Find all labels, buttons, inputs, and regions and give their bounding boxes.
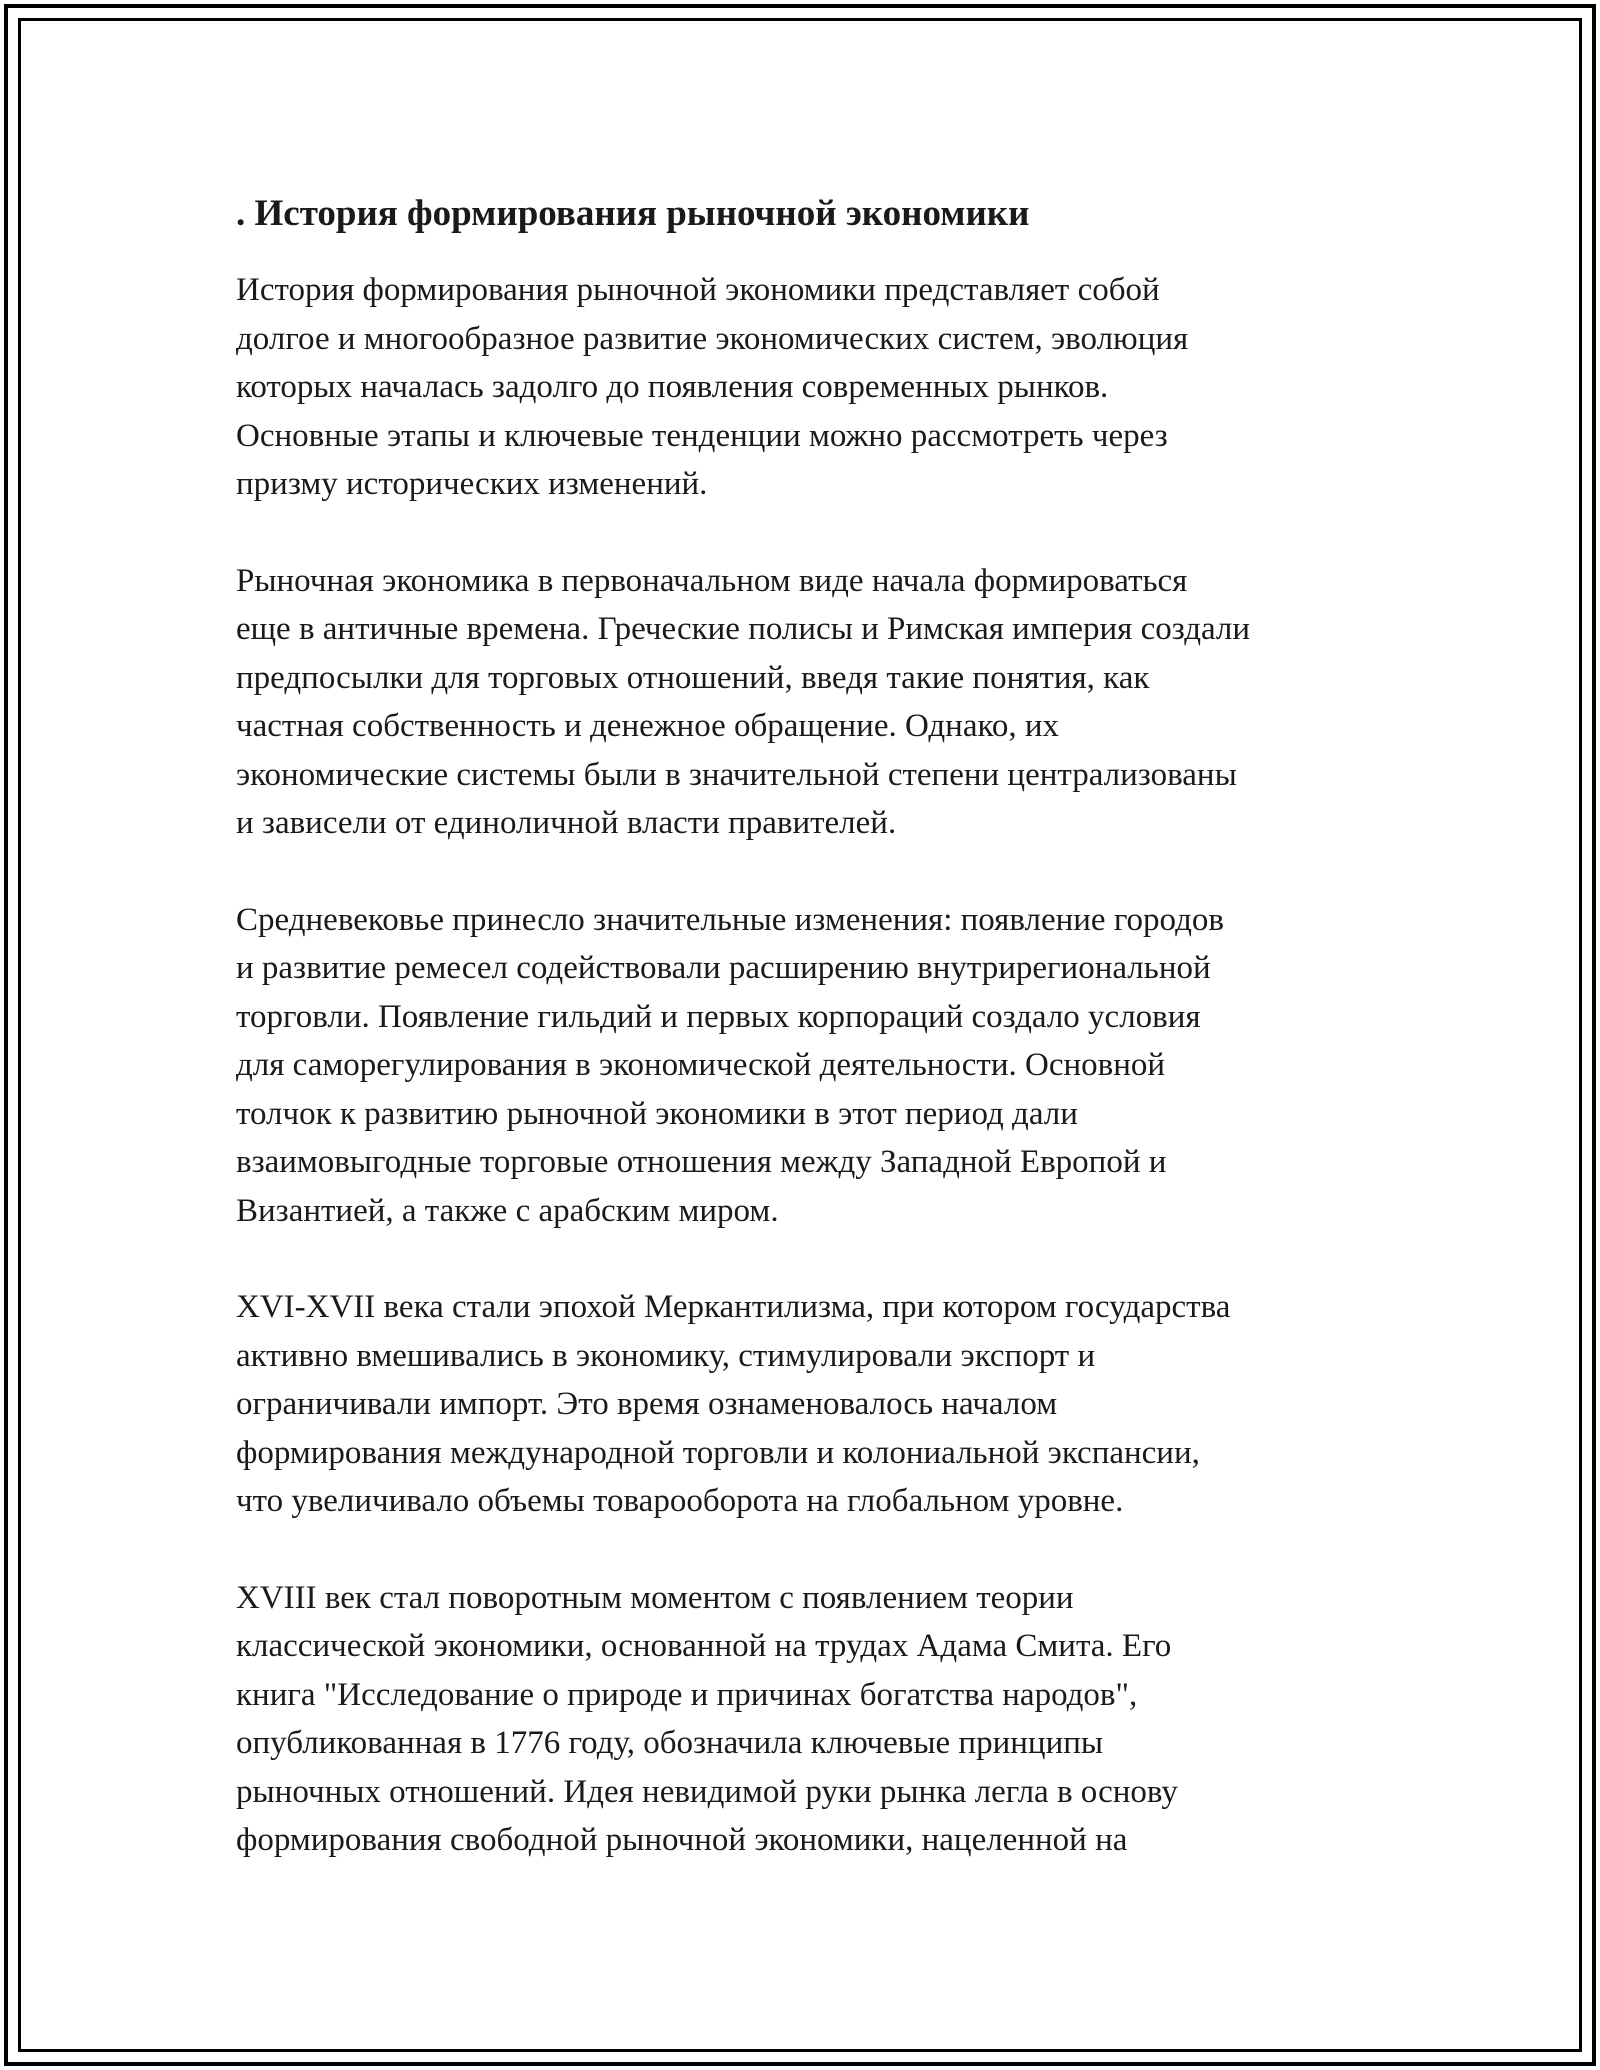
text-line: книга "Исследование о природе и причинах богатства народов", xyxy=(236,1676,1138,1713)
text-line: и зависели от единоличной власти правителей. xyxy=(236,805,897,841)
text-line: экономические системы были в значительной степени централизованы xyxy=(236,756,1237,793)
paragraph-classical-economics xyxy=(236,1574,1396,1865)
text-line: классической экономики, основанной на трудах Адама Смита. Его xyxy=(236,1628,1172,1664)
text-line: Рыночная экономика в первоначальном виде начала формироваться xyxy=(236,562,1188,599)
text-line: и развитие ремесел содействовали расширению внутрирегиональной xyxy=(236,950,1211,986)
text-line: опубликованная в 1776 году, обозначила ключевые принципы xyxy=(236,1725,1104,1761)
text-line: Основные этапы и ключевые тенденции можно рассмотреть через xyxy=(236,417,1168,454)
paragraph-mercantilism xyxy=(236,1283,1396,1526)
text-line: которых началась задолго до появления современных рынков. xyxy=(236,369,1109,405)
section-heading: . История формирования рыночной экономики xyxy=(236,193,1030,234)
paragraph-middle-ages xyxy=(236,896,1396,1236)
paragraph-antiquity xyxy=(236,557,1396,848)
text-line: формирования международной торговли и колониальной экспансии, xyxy=(236,1434,1200,1471)
text-line: для саморегулирования в экономической деятельности. Основной xyxy=(236,1047,1166,1083)
text-line: призму исторических изменений. xyxy=(236,466,708,502)
text-line: предпосылки для торговых отношений, введя такие понятия, как xyxy=(236,659,1150,696)
text-line: Византией, а также с арабским миром. xyxy=(236,1192,779,1229)
text-line: еще в античные времена. Греческие полисы и Римская империя создали xyxy=(236,611,1251,647)
text-line: рыночных отношений. Идея невидимой руки рынка легла в основу xyxy=(236,1773,1178,1810)
text-line: История формирования рыночной экономики представляет собой xyxy=(236,272,1160,308)
text-line: долгое и многообразное развитие экономических систем, эволюция xyxy=(236,320,1189,357)
document-body xyxy=(236,184,1396,1913)
text-line: взаимовыгодные торговые отношения между Западной Европой и xyxy=(236,1144,1167,1180)
text-line: Средневековье принесло значительные изменения: появление городов xyxy=(236,901,1224,938)
text-line: формирования свободной рыночной экономики, нацеленной на xyxy=(236,1822,1128,1858)
text-line: активно вмешивались в экономику, стимулировали экспорт и xyxy=(236,1337,1096,1374)
paragraph-intro xyxy=(236,266,1396,509)
text-line: XVI-XVII века стали эпохой Меркантилизма, при котором государства xyxy=(236,1289,1231,1325)
text-line: толчок к развитию рыночной экономики в этот период дали xyxy=(236,1095,1078,1132)
text-line: ограничивали импорт. Это время ознаменовалось началом xyxy=(236,1386,1058,1422)
text-line: что увеличивало объемы товарооборота на глобальном уровне. xyxy=(236,1483,1124,1519)
text-line: торговли. Появление гильдий и первых корпораций создало условия xyxy=(236,998,1201,1035)
text-line: XVIII век стал поворотным моментом с появлением теории xyxy=(236,1579,1074,1616)
text-line: частная собственность и денежное обращение. Однако, их xyxy=(236,708,1059,744)
